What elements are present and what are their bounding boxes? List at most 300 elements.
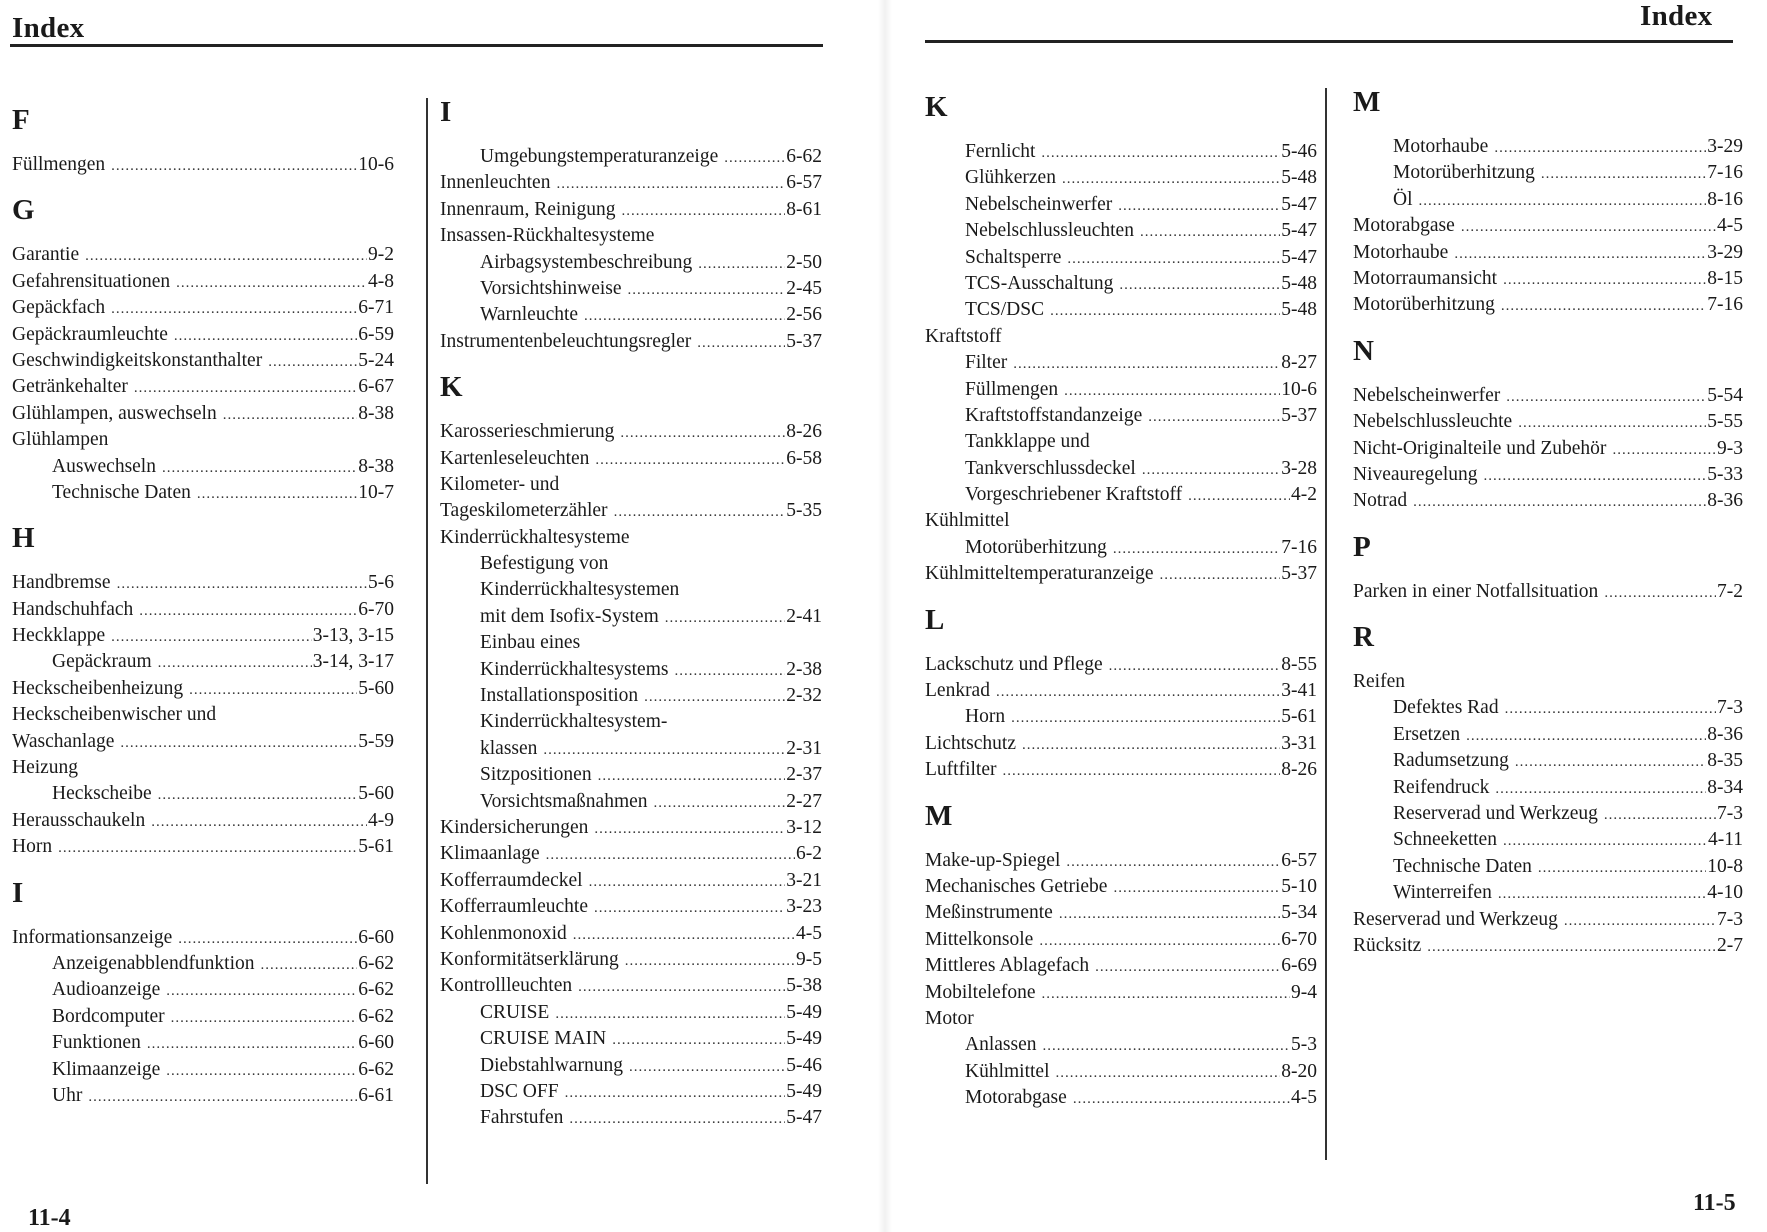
entry-page-ref: 6-71 [358,297,394,319]
page-header-title: Index [1640,0,1713,32]
entry-term: Umgebungstemperaturanzeige [480,146,719,167]
entry-term: Garantie [12,244,80,266]
dot-leader [1109,653,1281,679]
entry-term: Kinderrückhaltesystems [480,658,669,680]
dot-leader [120,730,357,756]
entry-page-ref: 10-8 [1707,855,1743,877]
dot-leader [111,624,312,650]
entry-page-ref: 2-45 [786,277,822,299]
entry-page-ref: 5-49 [786,1001,822,1023]
entry-page-ref: 7-3 [1717,803,1743,825]
dot-leader [1067,246,1280,272]
entry-term: Kartenleseleuchten [440,447,590,469]
index-subentry [925,218,1325,244]
entry-term: Kühlmittel [925,510,1010,532]
dot-leader [1604,580,1716,606]
entry-page-ref: 6-67 [358,376,394,398]
index-entry [12,374,402,400]
entry-term: Tankverschlussdeckel [965,457,1136,479]
entry-term: Handschuhfach [12,598,134,620]
index-entry [925,324,1325,350]
index-subentry [925,704,1325,730]
entry-term: Mechanisches Getriebe [925,875,1108,897]
entry-term: Motorhaube [1353,241,1449,263]
entry-page-ref: 5-37 [1281,563,1317,585]
dot-leader [1419,188,1707,214]
entry-term: Horn [12,836,53,858]
dot-leader [612,1027,785,1053]
entry-term: Kühlmitteltemperaturanzeige [925,563,1154,585]
entry-term: Kohlenmonoxid [440,922,567,944]
index-entry [12,570,402,596]
entry-page-ref: 5-46 [1281,141,1317,162]
entry-term: Getränkehalter [12,376,128,398]
index-subentry [925,165,1325,191]
entry-term: Herausschaukeln [12,809,146,831]
dot-leader [1612,437,1716,463]
entry-term: Kraftstoffstandanzeige [965,404,1143,426]
dot-leader [620,420,785,446]
entry-page-ref: 4-10 [1707,882,1743,904]
index-entry [440,841,830,867]
index-subentry [925,245,1325,271]
dot-leader [628,277,786,303]
index-subentry [440,250,830,276]
index-entry [1353,383,1751,409]
dot-leader [85,243,367,269]
entry-term: Heckscheibenwischer und [12,704,217,726]
entry-term: Handbremse [12,572,111,594]
entry-term: Defektes Rad [1393,697,1499,719]
dot-leader [171,1005,358,1031]
entry-term: DSC OFF [480,1080,559,1102]
index-entry [440,329,830,355]
dot-leader [1494,135,1706,161]
dot-leader [1050,298,1280,324]
entry-term: Karosserieschmierung [440,421,615,443]
index-subentry [925,350,1325,376]
index-subentry [1353,880,1751,906]
entry-term: Gepäckraumleuchte [12,323,168,345]
index-subentry [12,454,402,480]
index-entry [1353,933,1751,959]
dot-leader [158,782,358,808]
entry-term: Nebelschlussleuchte [1353,411,1513,433]
entry-term: CRUISE MAIN [480,1028,607,1050]
dot-leader [1427,934,1716,960]
index-subentry [1353,854,1751,880]
entry-term: TCS-Ausschaltung [965,272,1114,294]
index-subentry [925,192,1325,218]
entry-page-ref: 5-47 [1281,246,1317,268]
index-subentry [925,377,1325,403]
index-entry [925,927,1325,953]
dot-leader [1564,908,1716,934]
entry-term: Parken in einer Notfallsituation [1353,580,1599,602]
entry-term: Füllmengen [12,154,106,175]
dot-leader [1454,241,1706,267]
entry-page-ref: 5-10 [1281,875,1317,897]
entry-page-ref: 2-50 [786,251,822,273]
entry-page-ref: 7-16 [1707,294,1743,316]
entry-term: Rücksitz [1353,934,1422,956]
entry-page-ref: 6-2 [796,843,822,865]
dot-leader [996,679,1280,705]
entry-page-ref: 10-6 [358,154,394,175]
entry-page-ref: 3-13, 3-15 [312,625,394,647]
index-entry [12,295,402,321]
index-letter-heading: I [12,876,24,909]
dot-leader [189,677,357,703]
index-subentry [12,781,402,807]
dot-leader [151,809,367,835]
index-subentry [925,1059,1325,1085]
entry-term: Gefahrensituationen [12,270,171,292]
index-subentry [925,429,1325,455]
dot-leader [1022,732,1280,758]
dot-leader [1466,723,1706,749]
index-entry [925,900,1325,926]
entry-term: Uhr [52,1084,83,1106]
index-subentry [925,1032,1325,1058]
entry-term: Gepäckfach [12,297,106,319]
entry-term: Luftfilter [925,759,997,781]
entry-term: Kinderrückhaltesysteme [440,526,630,548]
entry-page-ref: 3-31 [1281,732,1317,754]
entry-page-ref: 4-5 [796,922,822,944]
dot-leader [162,455,357,481]
dot-leader [1073,1086,1290,1112]
dot-leader [117,571,367,597]
entry-term: Heckscheibenheizung [12,677,184,699]
entry-page-ref: 7-2 [1717,580,1743,602]
entry-term: Sitzpositionen [480,764,592,786]
entry-page-ref: 5-35 [786,500,822,522]
left-page [0,0,880,1232]
entry-term: Installationsposition [480,685,639,707]
entry-page-ref: 4-9 [368,809,394,831]
entry-term: Airbagsystembeschreibung [480,251,693,273]
index-subentry [12,1057,402,1083]
entry-page-ref: 6-57 [786,172,822,194]
index-column [440,94,830,1132]
index-column [1353,84,1751,959]
dot-leader [1142,457,1280,483]
entry-page-ref: 5-6 [368,572,394,594]
index-subentry [440,302,830,328]
index-subentry [1353,187,1751,213]
entry-page-ref: 4-11 [1707,829,1743,851]
entry-term: Tankklappe und [965,431,1090,453]
index-subentry [1353,695,1751,721]
index-letter-heading: M [925,799,953,832]
dot-leader [166,1058,357,1084]
dot-leader [621,198,785,224]
index-subentry [440,604,830,630]
index-entry [12,808,402,834]
entry-term: Kofferraumleuchte [440,896,588,918]
dot-leader [697,330,785,356]
index-entry [925,731,1325,757]
dot-leader [578,974,785,1000]
entry-page-ref: 5-48 [1281,272,1317,294]
entry-page-ref: 8-36 [1707,723,1743,745]
entry-term: Motor [925,1007,974,1029]
index-entry [440,197,830,223]
dot-leader [1118,193,1280,219]
entry-page-ref: 6-62 [358,1005,394,1027]
index-entry [1353,240,1751,266]
entry-term: Make-up-Spiegel [925,849,1061,871]
index-subentry [440,577,830,603]
entry-page-ref: 9-5 [796,948,822,970]
entry-page-ref: 5-37 [786,330,822,352]
header-rule [925,40,1733,43]
entry-term: Audioanzeige [52,979,161,1001]
entry-term: Mittleres Ablagefach [925,955,1090,977]
index-entry [12,348,402,374]
index-entry [440,894,830,920]
index-subentry [925,139,1325,165]
entry-page-ref: 5-46 [786,1054,822,1076]
entry-term: Klimaanlage [440,843,540,865]
entry-page-ref: 5-49 [786,1028,822,1050]
entry-page-ref: 6-62 [786,146,822,167]
index-entry [925,980,1325,1006]
index-subentry [440,1053,830,1079]
index-entry [925,953,1325,979]
entry-page-ref: 8-15 [1707,267,1743,289]
entry-term: Lichtschutz [925,732,1016,754]
entry-page-ref: 5-61 [358,836,394,858]
dot-leader [1140,219,1280,245]
entry-page-ref: 5-38 [786,975,822,997]
dot-leader [1503,828,1707,854]
dot-leader [1039,928,1280,954]
dot-leader [1041,140,1280,166]
entry-term: Horn [965,706,1006,728]
index-entry [1353,436,1751,462]
entry-page-ref: 9-3 [1717,437,1743,459]
entry-page-ref: 6-59 [358,323,394,345]
entry-page-ref: 6-62 [358,952,394,974]
dot-leader [1188,483,1290,509]
entry-page-ref: 3-14, 3-17 [312,651,394,673]
entry-term: CRUISE [480,1001,550,1023]
dot-leader [1041,981,1290,1007]
dot-leader [1541,161,1706,187]
dot-leader [594,895,785,921]
entry-term: Öl [1393,188,1413,210]
entry-page-ref: 4-5 [1717,215,1743,237]
index-entry [925,561,1325,587]
column-divider [1325,88,1327,1160]
index-subentry [440,1105,830,1131]
entry-page-ref: 2-7 [1717,934,1743,956]
index-entry [12,242,402,268]
index-subentry [440,1026,830,1052]
entry-term: Insassen-Rückhaltesysteme [440,225,655,247]
dot-leader [1095,954,1280,980]
dot-leader [543,737,785,763]
index-subentry [440,657,830,683]
index-subentry [1353,160,1751,186]
entry-page-ref: 7-3 [1717,697,1743,719]
index-subentry [12,1083,402,1109]
index-subentry [440,736,830,762]
entry-page-ref: 7-3 [1717,908,1743,930]
entry-term: Anzeigenabblendfunktion [52,952,255,974]
index-entry [440,868,830,894]
dot-leader [223,402,358,428]
entry-page-ref: 5-60 [358,783,394,805]
entry-term: Instrumentenbeleuchtungsregler [440,330,692,352]
index-subentry [440,709,830,735]
entry-term: Motorabgase [1353,215,1455,237]
entry-page-ref: 5-55 [1707,411,1743,433]
index-entry [440,223,830,249]
page-header-title: Index [12,12,85,44]
entry-term: Nicht-Originalteile und Zubehör [1353,437,1607,459]
index-entry [440,525,830,551]
entry-page-ref: 5-49 [786,1080,822,1102]
entry-term: Diebstahlwarnung [480,1054,623,1076]
index-entry [440,170,830,196]
entry-page-ref: 7-16 [1281,536,1317,558]
entry-term: Kontrollleuchten [440,975,573,997]
dot-leader [546,842,795,868]
index-subentry [12,480,402,506]
entry-page-ref: 6-58 [786,447,822,469]
entry-term: Schaltsperre [965,246,1062,268]
dot-leader [1013,351,1280,377]
page-number: 11-5 [1693,1190,1736,1216]
entry-term: Warnleuchte [480,304,579,326]
dot-leader [1506,384,1706,410]
entry-term: Radumsetzung [1393,750,1509,772]
dot-leader [724,145,785,171]
entry-page-ref: 3-41 [1281,680,1317,702]
index-subentry [12,1030,402,1056]
entry-term: Kilometer- und [440,473,560,495]
entry-page-ref: 3-21 [786,869,822,891]
dot-leader [1056,1060,1281,1086]
entry-term: Motorhaube [1393,136,1489,157]
dot-leader [1484,463,1707,489]
index-subentry [1353,775,1751,801]
index-entry [1353,462,1751,488]
index-letter-heading: P [1353,530,1371,563]
index-letter-heading: R [1353,621,1374,654]
dot-leader [654,790,786,816]
entry-term: Lenkrad [925,680,990,702]
dot-leader [261,952,358,978]
entry-page-ref: 6-70 [1281,928,1317,950]
entry-term: Tageskilometerzähler [440,500,608,522]
index-subentry [12,977,402,1003]
entry-term: Innenraum, Reinigung [440,198,616,220]
dot-leader [1062,166,1280,192]
dot-leader [111,296,357,322]
index-subentry [440,683,830,709]
index-column [925,89,1325,1112]
dot-leader [176,270,367,296]
index-entry [12,597,402,623]
entry-term: Bordcomputer [52,1005,165,1027]
entry-term: Kraftstoff [925,325,1002,347]
entry-term: Auswechseln [52,455,156,477]
dot-leader [573,922,795,948]
entry-term: Reifendruck [1393,776,1490,798]
entry-page-ref: 8-26 [1281,759,1317,781]
entry-page-ref: 8-55 [1281,653,1317,675]
entry-term: TCS/DSC [965,299,1045,321]
entry-page-ref: 8-36 [1707,490,1743,512]
entry-term: Innenleuchten [440,172,551,194]
index-entry [12,676,402,702]
dot-leader [178,926,357,952]
entry-page-ref: 8-26 [786,421,822,443]
entry-term: Gepäckraum [52,651,152,673]
entry-term: Nebelscheinwerfer [965,193,1113,215]
index-letter-heading: N [1353,334,1374,367]
entry-term: klassen [480,737,538,759]
entry-page-ref: 6-60 [358,926,394,948]
entry-page-ref: 9-2 [368,244,394,266]
index-entry [440,921,830,947]
entry-page-ref: 10-6 [1281,378,1317,400]
entry-page-ref: 2-37 [786,764,822,786]
entry-term: Anlassen [965,1034,1037,1056]
dot-leader [174,323,357,349]
dot-leader [565,1080,786,1106]
index-letter-heading: L [925,603,945,636]
index-entry [12,152,402,178]
entry-term: Fahrstufen [480,1107,564,1129]
index-entry [1353,266,1751,292]
index-subentry [925,403,1325,429]
index-entry [1353,669,1751,695]
entry-term: Kinderrückhaltesystem- [480,711,668,733]
dot-leader [58,835,357,861]
dot-leader [1503,267,1706,293]
entry-term: Schneeketten [1393,829,1497,851]
dot-leader [555,1001,785,1027]
entry-term: Ersetzen [1393,723,1461,745]
dot-leader [598,763,786,789]
index-subentry [925,297,1325,323]
entry-term: Fernlicht [965,141,1036,162]
index-subentry [440,1079,830,1105]
entry-page-ref: 6-57 [1281,849,1317,871]
entry-term: Heckklappe [12,625,106,647]
index-entry [925,757,1325,783]
index-letter-heading: G [12,194,35,227]
dot-leader [166,978,357,1004]
index-letter-heading: F [12,104,30,136]
index-entry [440,419,830,445]
entry-page-ref: 8-34 [1707,776,1743,798]
index-entry [440,472,830,498]
dot-leader [1461,214,1716,240]
entry-term: Reifen [1353,671,1405,693]
entry-term: Mobiltelefone [925,981,1036,1003]
entry-page-ref: 6-61 [358,1084,394,1106]
dot-leader [1043,1033,1291,1059]
entry-term: Einbau eines [480,632,581,654]
dot-leader [147,1031,357,1057]
entry-term: Mittelkonsole [925,928,1034,950]
